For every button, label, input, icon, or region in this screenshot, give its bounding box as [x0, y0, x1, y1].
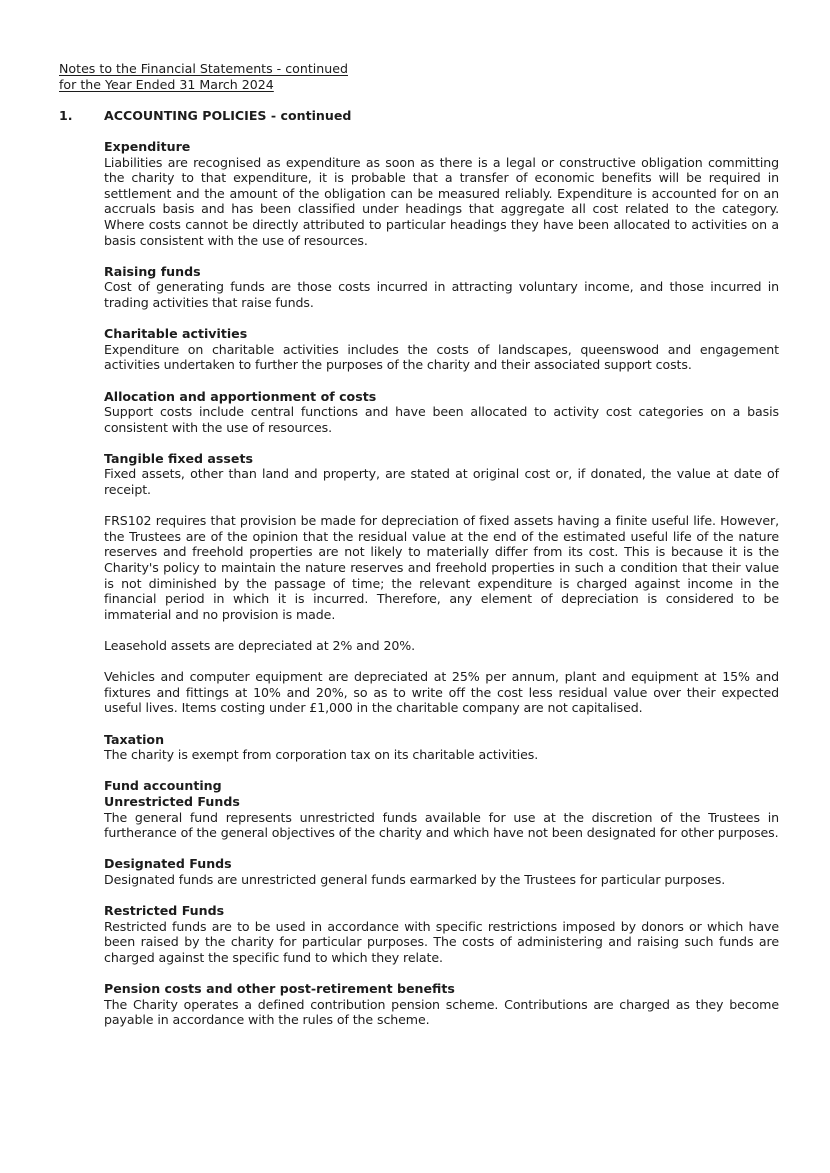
- allocation-heading: Allocation and apportionment of costs: [104, 388, 377, 404]
- designated-funds-heading: Designated Funds: [104, 856, 232, 872]
- section-title: ACCOUNTING POLICIES - continued: [104, 108, 352, 123]
- charitable-activities-text: Expenditure on charitable activities includes the costs of landscapes, queenswood and engagement activities undertaken to further the purposes of the charity and their associated support costs.: [104, 341, 779, 373]
- taxation-heading: Taxation: [104, 731, 165, 747]
- expenditure-heading: Expenditure: [104, 139, 191, 154]
- tangible-fixed-assets-text: Fixed assets, other than land and property, are stated at original cost or, if donated, the value at date of receipt.: [104, 466, 779, 498]
- leasehold-text: Leasehold assets are depreciated at 2% and 20%.: [104, 638, 416, 653]
- pension-text: The Charity operates a defined contribution pension scheme. Contributions are charged as they become payable in accordance with the rules of the scheme.: [104, 996, 779, 1028]
- unrestricted-funds-heading: Unrestricted Funds: [104, 793, 240, 809]
- tangible-fixed-assets-heading: Tangible fixed assets: [104, 450, 253, 466]
- page-header: [59, 61, 348, 92]
- allocation-text: Support costs include central functions and have been allocated to activity cost categories on a basis consistent with the use of resources.: [104, 404, 779, 435]
- header-title: Notes to the Financial Statements - continued: [59, 61, 348, 76]
- unrestricted-funds-text: The general fund represents unrestricted funds available for use at the discretion of the Trustees in furtherance of the general objectives of the charity and which have not been designated for other purposes.: [104, 809, 779, 841]
- pension-heading: Pension costs and other post-retirement benefits: [104, 981, 455, 997]
- fund-accounting-heading: Fund accounting: [104, 778, 222, 794]
- depreciation-policy-text: FRS102 requires that provision be made for depreciation of fixed assets having a finite useful life. However, the Trustees are of the opinion that the residual value at the end of the estimated useful life of the nature reserves and freehold properties are not likely to materially differ from its cost. This is because it is the Charity's policy to maintain the nature reserves and freehold properties in such a condition that their value is not diminished by the passage of time; the relevant expenditure is charged against income in the financial period in which it is incurred. Therefore, any element of depreciation is considered to be immaterial and no provision is made.: [104, 513, 779, 622]
- depreciation-rates-text: Vehicles and computer equipment are depreciated at 25% per annum, plant and equipment at 15% and fixtures and fittings at 10% and 20%, so as to write off the cost less residual value over their expected useful lives. Items costing under £1,000 in the charitable company are not capitalised.: [104, 669, 779, 716]
- charitable-activities-heading: Charitable activities: [104, 326, 248, 342]
- policies-body: [104, 139, 779, 1028]
- restricted-funds-text: Restricted funds are to be used in accordance with specific restrictions imposed by donors or which have been raised by the charity for particular purposes. The costs of administering and raising such funds are charged against the specific fund to which they relate.: [104, 918, 779, 965]
- section-number: 1.: [59, 108, 73, 123]
- raising-funds-heading: Raising funds: [104, 263, 201, 279]
- taxation-text: The charity is exempt from corporation tax on its charitable activities.: [104, 747, 539, 763]
- header-period: for the Year Ended 31 March 2024: [59, 76, 274, 92]
- restricted-funds-heading: Restricted Funds: [104, 903, 225, 919]
- expenditure-text: Liabilities are recognised as expenditure as soon as there is a legal or constructive obligation committing the charity to that expenditure, it is probable that a transfer of economic benefits will be required in settlement and the amount of the obligation can be measured reliably. Expenditure is accounted for on an accruals basis and has been classified under headings that aggregate all cost related to the category. Where costs cannot be directly attributed to particular headings they have been allocated to activities on a basis consistent with the use of resources.: [104, 154, 779, 248]
- raising-funds-text: Cost of generating funds are those costs incurred in attracting voluntary income, and those incurred in trading activities that raise funds.: [104, 279, 779, 310]
- designated-funds-text: Designated funds are unrestricted general funds earmarked by the Trustees for particular purposes.: [104, 871, 726, 887]
